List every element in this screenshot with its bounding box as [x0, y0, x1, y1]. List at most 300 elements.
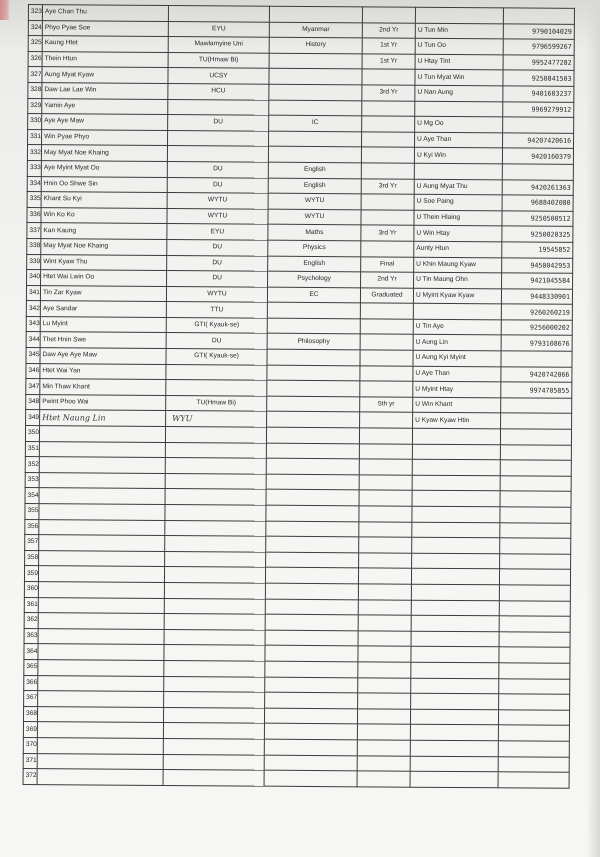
phone-cell: 9420160379 [502, 148, 573, 164]
university-cell: TU(Hmaw Bi) [168, 52, 269, 68]
year-cell [362, 100, 415, 116]
name-cell: Tin Zar Kyaw [40, 285, 166, 301]
name-cell [39, 441, 165, 457]
phone-cell [500, 507, 571, 523]
name-cell: Kaung Htet [42, 36, 168, 52]
year-cell [358, 677, 411, 693]
guardian-cell: U Thein Hlaing [414, 210, 502, 226]
year-cell [359, 490, 412, 506]
name-cell: Win Ko Ko [41, 207, 167, 223]
university-cell [163, 723, 264, 739]
major-cell [267, 396, 360, 412]
name-cell: Thein Htun [42, 51, 168, 67]
guardian-cell: U Myint Htay [413, 381, 501, 397]
phone-cell [500, 554, 571, 570]
university-cell [164, 645, 265, 661]
row-number-cell: 349 [26, 410, 40, 426]
university-cell: HCU [168, 83, 269, 99]
name-cell: Kan Kaung [41, 223, 167, 239]
table-row [23, 769, 569, 788]
red-ink-mark [0, 0, 10, 20]
phone-cell: 9974705855 [501, 382, 572, 398]
register-body [23, 5, 574, 788]
university-cell: DU [166, 333, 267, 349]
phone-cell [500, 522, 571, 538]
university-cell: WYTU [166, 286, 267, 302]
guardian-cell [411, 584, 499, 600]
university-cell: GTI( Kyauk-se) [166, 349, 267, 365]
major-cell [267, 365, 360, 381]
name-cell: Lu Myint [40, 316, 166, 332]
phone-cell: 9796599267 [503, 39, 574, 55]
guardian-cell [412, 553, 500, 569]
university-cell: DU [167, 161, 268, 177]
major-cell [266, 552, 359, 568]
guardian-cell: U Tun Myat Win [415, 70, 503, 86]
year-cell [359, 506, 412, 522]
major-cell: English [268, 162, 361, 178]
major-cell: History [269, 37, 362, 53]
guardian-cell: U Kyaw Kyaw Htin [413, 413, 501, 429]
name-cell: Min Thaw Khant [40, 379, 166, 395]
row-number-cell: 364 [24, 644, 38, 660]
major-cell [266, 458, 359, 474]
year-cell [358, 615, 411, 631]
phone-cell [503, 117, 574, 133]
phone-cell [500, 491, 571, 507]
year-cell: 3rd Yr [361, 178, 414, 194]
university-cell [165, 458, 266, 474]
phone-cell [503, 8, 574, 24]
name-cell [39, 550, 165, 566]
year-cell [361, 194, 414, 210]
guardian-cell: U Tun Oo [415, 38, 503, 54]
row-number-cell: 329 [28, 98, 42, 114]
name-cell [38, 613, 164, 629]
name-cell [39, 519, 165, 535]
major-cell [269, 84, 362, 100]
row-number-cell: 371 [23, 753, 37, 769]
guardian-cell [411, 693, 499, 709]
year-cell [360, 350, 413, 366]
name-cell: Pwint Phoo Wai [40, 394, 166, 410]
university-cell [163, 754, 264, 770]
university-cell [166, 380, 267, 396]
page-shadow [586, 0, 600, 857]
major-cell [266, 536, 359, 552]
year-cell [358, 646, 411, 662]
phone-cell [498, 772, 569, 788]
name-cell [38, 691, 164, 707]
row-number-cell: 366 [24, 675, 38, 691]
university-cell [165, 442, 266, 458]
row-number-cell: 352 [25, 457, 39, 473]
university-cell [165, 427, 266, 443]
university-cell: WYTU [167, 193, 268, 209]
row-number-cell: 326 [28, 51, 42, 67]
major-cell [264, 723, 357, 739]
row-number-cell: 353 [25, 472, 39, 488]
phone-cell: 9420742066 [501, 366, 572, 382]
major-cell [266, 427, 359, 443]
year-cell [359, 428, 412, 444]
name-cell: Htet Wai Lwin Oo [41, 270, 167, 286]
guardian-cell [411, 647, 499, 663]
name-cell: Aung Myat Kyaw [42, 67, 168, 83]
name-cell: Phyo Pyae Soe [42, 20, 168, 36]
guardian-cell [410, 709, 498, 725]
name-cell [37, 769, 163, 785]
guardian-cell [412, 475, 500, 491]
phone-cell [501, 413, 572, 429]
phone-cell: 9401603237 [503, 86, 574, 102]
major-cell [264, 770, 357, 786]
guardian-cell [411, 631, 499, 647]
year-cell: 3rd Yr [361, 225, 414, 241]
phone-cell [498, 725, 569, 741]
phone-cell [500, 476, 571, 492]
guardian-cell [410, 756, 498, 772]
phone-cell [498, 710, 569, 726]
year-cell: 5th yr [360, 397, 413, 413]
university-cell [165, 536, 266, 552]
major-cell [269, 53, 362, 69]
university-cell [168, 5, 269, 21]
university-cell: EYU [167, 224, 268, 240]
name-cell: Win Pyae Phyo [42, 129, 168, 145]
row-number-cell: 331 [28, 129, 42, 145]
phone-cell [499, 678, 570, 694]
year-cell [357, 709, 410, 725]
phone-cell: 9420261363 [502, 179, 573, 195]
university-cell: DU [167, 255, 268, 271]
row-number-cell: 357 [25, 535, 39, 551]
year-cell [357, 755, 410, 771]
major-cell: Psychology [268, 271, 361, 287]
name-cell [38, 660, 164, 676]
major-cell: Philosophy [267, 334, 360, 350]
guardian-cell [412, 459, 500, 475]
phone-cell [501, 351, 572, 367]
phone-cell: 9450042953 [502, 257, 573, 273]
row-number-cell: 335 [27, 192, 41, 208]
row-number-cell: 339 [27, 254, 41, 270]
guardian-cell: U Htay Tint [415, 54, 503, 70]
name-cell [38, 644, 164, 660]
phone-cell: 9688402080 [502, 195, 573, 211]
year-cell [357, 740, 410, 756]
major-cell [265, 646, 358, 662]
year-cell: Final [361, 256, 414, 272]
name-cell: May Myat Noe Khaing [41, 145, 167, 161]
row-number-cell: 337 [27, 223, 41, 239]
phone-cell: 9250020325 [502, 226, 573, 242]
name-cell: Yamin Aye [42, 98, 168, 114]
guardian-cell: U Aye Than [413, 366, 501, 382]
major-cell [264, 739, 357, 755]
row-number-cell: 365 [24, 659, 38, 675]
major-cell [265, 630, 358, 646]
name-cell [38, 582, 164, 598]
phone-cell: 9793108676 [501, 335, 572, 351]
row-number-cell: 346 [26, 363, 40, 379]
university-cell: DU [167, 271, 268, 287]
row-number-cell: 368 [23, 706, 37, 722]
name-cell: May Myat Noe Khaing [41, 239, 167, 255]
name-cell: Htet Naung Lin [40, 410, 166, 426]
row-number-cell: 332 [27, 145, 41, 161]
guardian-cell: U Win Htay [414, 226, 502, 242]
year-cell [358, 693, 411, 709]
major-cell [268, 147, 361, 163]
register-table [23, 4, 575, 788]
row-number-cell: 336 [27, 207, 41, 223]
major-cell [265, 614, 358, 630]
row-number-cell: 350 [25, 426, 39, 442]
year-cell [360, 381, 413, 397]
year-cell: Graduated [360, 288, 413, 304]
year-cell [359, 537, 412, 553]
guardian-cell [410, 771, 498, 787]
year-cell [357, 724, 410, 740]
university-cell [164, 660, 265, 676]
name-cell [37, 722, 163, 738]
year-cell [359, 521, 412, 537]
phone-cell [499, 616, 570, 632]
guardian-cell: U Aung Lin [413, 335, 501, 351]
major-cell: Myanmar [269, 22, 362, 38]
name-cell: Daw Lae Lae Win [42, 83, 168, 99]
name-cell: Daw Aye Aye Maw [40, 348, 166, 364]
major-cell [266, 490, 359, 506]
university-cell [166, 364, 267, 380]
phone-cell [499, 632, 570, 648]
year-cell [359, 475, 412, 491]
row-number-cell: 369 [23, 722, 37, 738]
phone-cell [500, 538, 571, 554]
name-cell [39, 457, 165, 473]
phone-cell: 9952477282 [503, 55, 574, 71]
major-cell: WYTU [268, 209, 361, 225]
phone-cell: 94207420616 [503, 133, 574, 149]
name-cell: Wint Kyaw Thu [41, 254, 167, 270]
major-cell [269, 100, 362, 116]
row-number-cell: 361 [24, 597, 38, 613]
guardian-cell [412, 491, 500, 507]
university-cell: Mawlamyine Uni [168, 37, 269, 53]
major-cell: English [268, 256, 361, 272]
year-cell [362, 132, 415, 148]
year-cell [362, 116, 415, 132]
year-cell [361, 147, 414, 163]
major-cell [265, 677, 358, 693]
major-cell [265, 661, 358, 677]
year-cell [358, 599, 411, 615]
row-number-cell: 343 [26, 316, 40, 332]
guardian-cell: U Tin Maung Ohn [414, 272, 502, 288]
major-cell [267, 380, 360, 396]
phone-cell [500, 444, 571, 460]
year-cell [360, 334, 413, 350]
row-number-cell: 359 [24, 566, 38, 582]
row-number-cell: 341 [26, 285, 40, 301]
university-cell [164, 629, 265, 645]
guardian-cell: U Nan Aung [415, 85, 503, 101]
year-cell [361, 210, 414, 226]
guardian-cell [412, 444, 500, 460]
name-cell [37, 753, 163, 769]
name-cell: Thet Hnin Swe [40, 332, 166, 348]
year-cell [360, 303, 413, 319]
guardian-cell [412, 506, 500, 522]
guardian-cell: U Win Khant [413, 397, 501, 413]
guardian-cell [414, 163, 502, 179]
major-cell [265, 568, 358, 584]
major-cell: Physics [268, 240, 361, 256]
university-cell: DU [167, 239, 268, 255]
university-cell [163, 707, 264, 723]
major-cell [266, 505, 359, 521]
guardian-cell [415, 101, 503, 117]
year-cell [361, 241, 414, 257]
university-cell: DU [168, 115, 269, 131]
year-cell [360, 412, 413, 428]
row-number-cell: 347 [26, 379, 40, 395]
guardian-cell: U Khin Maung Kyaw [414, 257, 502, 273]
guardian-cell: U Aung Myat Thu [414, 179, 502, 195]
name-cell: Aye Myint Myat Oo [41, 161, 167, 177]
major-cell [269, 69, 362, 85]
guardian-cell: U Tin Aye [413, 319, 501, 335]
phone-cell: 9260260219 [501, 304, 572, 320]
row-number-cell: 340 [27, 270, 41, 286]
major-cell [269, 6, 362, 22]
university-cell: WYU [166, 411, 267, 427]
guardian-cell [411, 678, 499, 694]
university-cell [164, 567, 265, 583]
year-cell [358, 662, 411, 678]
major-cell [269, 131, 362, 147]
row-number-cell: 330 [28, 114, 42, 130]
phone-cell [502, 164, 573, 180]
row-number-cell: 358 [25, 550, 39, 566]
major-cell [265, 599, 358, 615]
phone-cell [498, 741, 569, 757]
name-cell: Htet Wai Yan [40, 363, 166, 379]
university-cell: UCSY [168, 68, 269, 84]
major-cell [265, 692, 358, 708]
phone-cell [499, 647, 570, 663]
major-cell [266, 521, 359, 537]
university-cell [164, 692, 265, 708]
row-number-cell: 327 [28, 67, 42, 83]
row-number-cell: 348 [26, 394, 40, 410]
major-cell: Maths [268, 224, 361, 240]
row-number-cell: 362 [24, 613, 38, 629]
year-cell [358, 631, 411, 647]
name-cell [39, 488, 165, 504]
university-cell [165, 489, 266, 505]
guardian-cell [413, 303, 501, 319]
major-cell [267, 302, 360, 318]
university-cell: DU [167, 177, 268, 193]
phone-cell [500, 429, 571, 445]
guardian-cell [415, 7, 503, 23]
guardian-cell: Aunty Htun [414, 241, 502, 257]
major-cell [265, 583, 358, 599]
year-cell [359, 459, 412, 475]
name-cell [39, 504, 165, 520]
university-cell [164, 676, 265, 692]
row-number-cell: 372 [23, 769, 37, 785]
guardian-cell [411, 600, 499, 616]
phone-cell: 19545852 [502, 242, 573, 258]
phone-cell: 9421045584 [502, 273, 573, 289]
guardian-cell: U Aung Kyi Myint [413, 350, 501, 366]
row-number-cell: 345 [26, 348, 40, 364]
guardian-cell [411, 569, 499, 585]
university-cell [165, 520, 266, 536]
name-cell [38, 597, 164, 613]
phone-cell [500, 460, 571, 476]
year-cell [358, 584, 411, 600]
phone-cell: 9790104029 [503, 23, 574, 39]
row-number-cell: 356 [25, 519, 39, 535]
row-number-cell: 363 [24, 628, 38, 644]
name-cell: Aye Aye Maw [42, 114, 168, 130]
major-cell [267, 412, 360, 428]
major-cell: EC [267, 287, 360, 303]
university-cell [164, 582, 265, 598]
major-cell [267, 349, 360, 365]
guardian-cell: U Aye Than [415, 132, 503, 148]
year-cell [362, 69, 415, 85]
year-cell: 2nd Yr [361, 272, 414, 288]
row-number-cell: 344 [26, 332, 40, 348]
guardian-cell [412, 428, 500, 444]
guardian-cell [411, 662, 499, 678]
row-number-cell: 333 [27, 160, 41, 176]
row-number-cell: 351 [25, 441, 39, 457]
year-cell: 3rd Yr [362, 85, 415, 101]
university-cell: EYU [168, 21, 269, 37]
guardian-cell [412, 537, 500, 553]
row-number-cell: 360 [24, 581, 38, 597]
year-cell: 1st Yr [362, 38, 415, 54]
year-cell [362, 7, 415, 23]
phone-cell: 9448330901 [501, 289, 572, 305]
name-cell: Khant Su Kyi [41, 192, 167, 208]
phone-cell: 9250841503 [503, 70, 574, 86]
university-cell [163, 770, 264, 786]
phone-cell [499, 569, 570, 585]
guardian-cell [410, 740, 498, 756]
guardian-cell: U Kyi Win [414, 148, 502, 164]
guardian-cell [412, 522, 500, 538]
guardian-cell [411, 615, 499, 631]
year-cell [361, 163, 414, 179]
university-cell [164, 598, 265, 614]
major-cell [264, 755, 357, 771]
university-cell [167, 146, 268, 162]
major-cell [266, 474, 359, 490]
university-cell [163, 738, 264, 754]
name-cell [37, 737, 163, 753]
row-number-cell: 328 [28, 82, 42, 98]
guardian-cell: U Mg Oo [415, 116, 503, 132]
guardian-cell: U Tun Min [415, 23, 503, 39]
phone-cell [498, 756, 569, 772]
